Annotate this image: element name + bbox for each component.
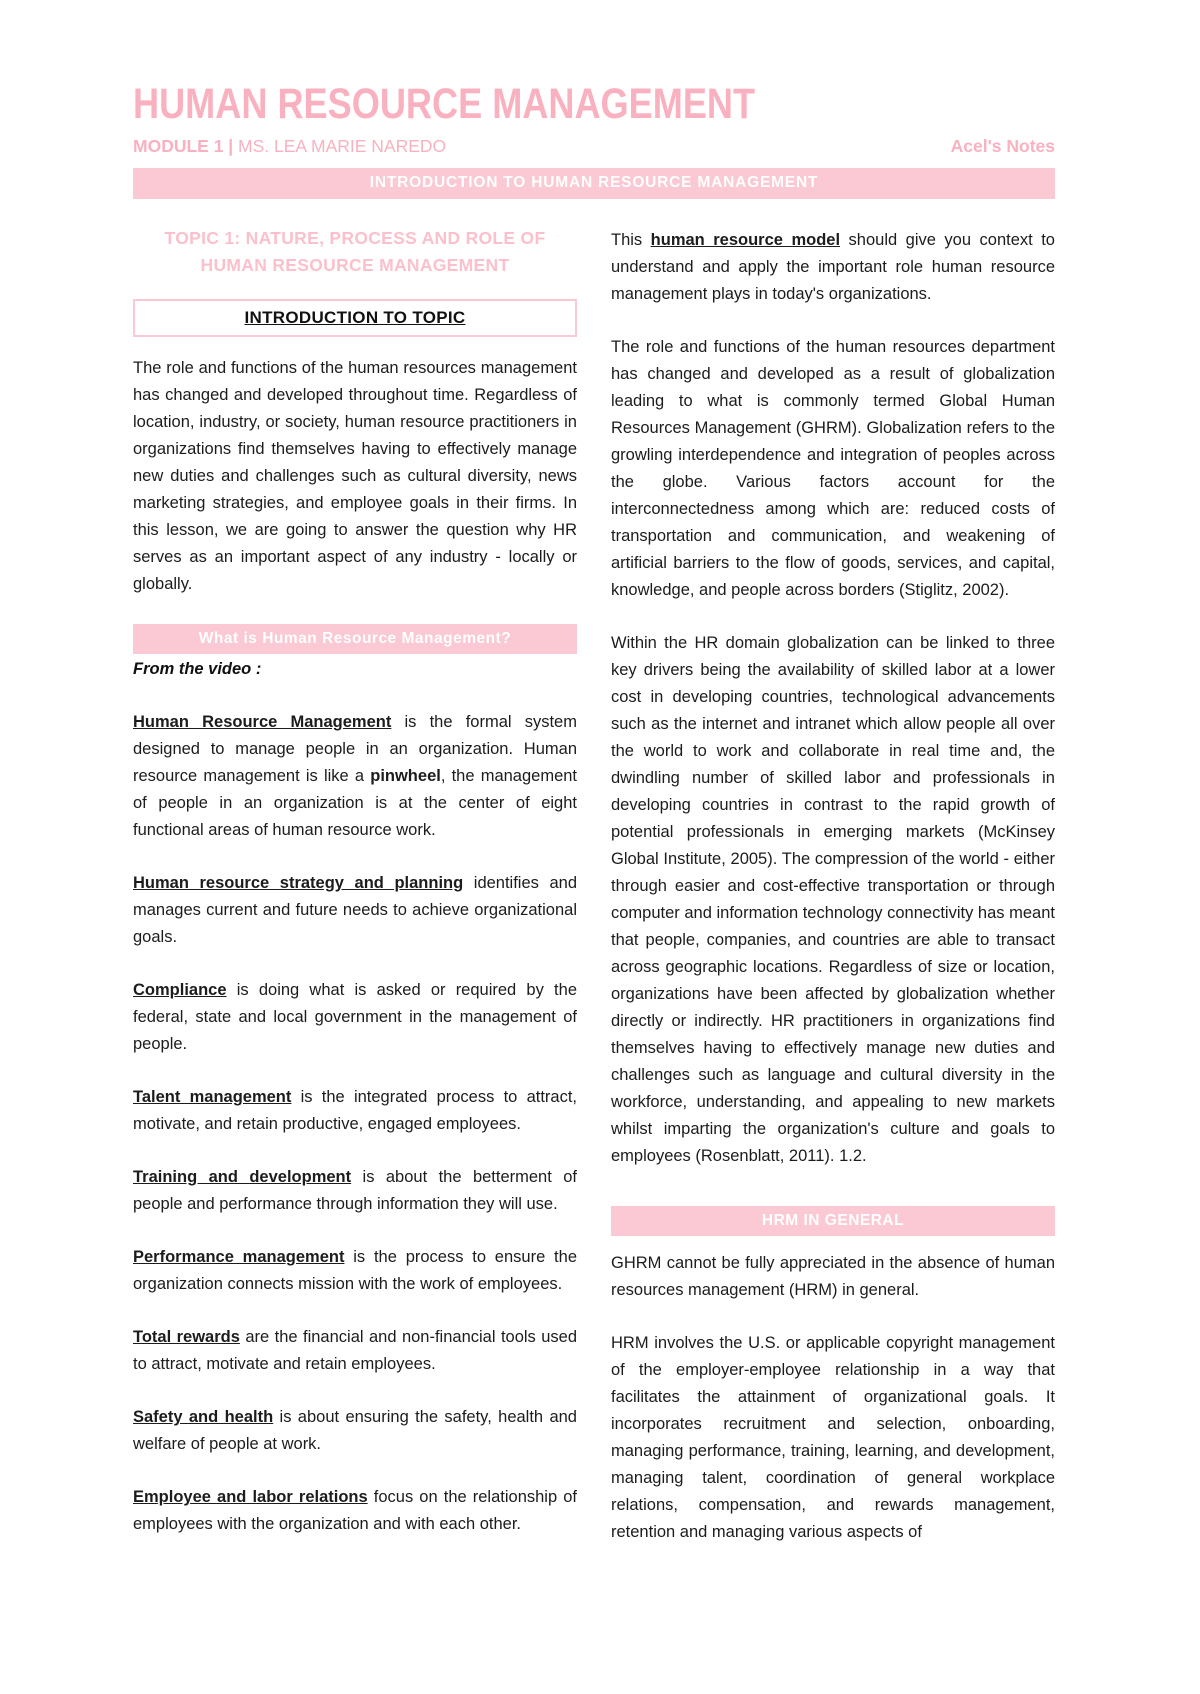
hrm-definition-paragraph: [133, 709, 577, 844]
term-lead: Talent management: [133, 1088, 292, 1107]
intro-paragraph: The role and functions of the human resources management has changed and developed throughout time. Regardless of location, industry, or society, human resource practitioners in organizations find themselves having to effectively manage new duties and challenges such as cultural diversity, news marketing strategies, and employee goals in their firms. In this lesson, we are going to answer the question why HR serves as an important aspect of any industry - locally or globally.: [133, 359, 577, 594]
hrm-involves-paragraph: HRM involves the U.S. or applicable copyright management of the employer-employee relationship in a way that facilitates the attainment of organizational goals. It incorporates recruitment and selection, onboarding, managing performance, training, learning, and development, managing talent, coordination of general workplace relations, compensation, and rewards management, retention and managing various aspects of: [611, 1334, 1055, 1542]
term-lead: Human resource strategy and planning: [133, 874, 464, 893]
model-paragraph: [611, 227, 1055, 308]
term-paragraph: [133, 1484, 577, 1538]
term-lead: Training and development: [133, 1168, 352, 1187]
term-text: are the financial and non-financial tools used to attract, motivate and retain employees.: [133, 1328, 578, 1374]
term-text: focus on the relationship of employees with the organization and with each other.: [133, 1488, 577, 1534]
document-content: [133, 82, 1055, 1572]
term-lead: Performance management: [133, 1248, 345, 1267]
notes-label: Acel's Notes: [950, 136, 1055, 157]
hrm-definition-text1: is the formal system designed to manage people in an organization. Human resource management is like a: [133, 713, 577, 786]
ghrm-note-paragraph: GHRM cannot be fully appreciated in the absence of human resources management (HRM) in general.: [611, 1254, 1055, 1300]
term-paragraph: [133, 1244, 577, 1298]
ghrm-paragraph: The role and functions of the human resources department has changed and developed as a result of globalization leading to what is commonly termed Global Human Resources Management (GHRM). Globalization refers to the growling interdependence and integration of peoples across the globe. Various factors account for the interconnectedness among which are: reduced costs of transportation and communication, and weakening of artificial barriers to the flow of goods, services, and capital, knowledge, and people across borders (Stiglitz, 2002).: [611, 338, 1055, 600]
term-paragraph: [133, 977, 577, 1058]
from-video-label: From the video :: [133, 660, 262, 679]
left-column: [133, 225, 577, 1572]
hrm-definition-lead: Human Resource Management: [133, 713, 392, 732]
module-instructor: MS. LEA MARIE NAREDO: [233, 136, 447, 157]
term-paragraph: [133, 1404, 577, 1458]
term-text: is about the betterment of people and performance through information they will use.: [133, 1168, 577, 1214]
term-text: is the integrated process to attract, motivate, and retain productive, engaged employees.: [133, 1088, 578, 1134]
term-text: is about ensuring the safety, health and welfare of people at work.: [133, 1408, 577, 1454]
term-lead: Safety and health: [133, 1408, 274, 1427]
intro-banner: INTRODUCTION TO HUMAN RESOURCE MANAGEMENT: [133, 168, 1055, 199]
model-paragraph-text: should give you context to understand and apply the important role human resource management plays in today's organizations.: [611, 231, 1055, 304]
hrm-definition-bold: pinwheel: [370, 767, 441, 786]
model-paragraph-pre: This: [611, 231, 651, 250]
term-paragraph: [133, 1164, 577, 1218]
term-paragraph: [133, 870, 577, 951]
term-lead: Employee and labor relations: [133, 1488, 368, 1507]
term-text: identifies and manages current and future needs to achieve organizational goals.: [133, 874, 578, 947]
module-number: MODULE 1 |: [133, 136, 234, 157]
page-title: HUMAN RESOURCE MANAGEMENT: [133, 80, 756, 128]
term-lead: Compliance: [133, 981, 227, 1000]
term-paragraph: [133, 1084, 577, 1138]
term-paragraph: [133, 1324, 577, 1378]
term-text: is doing what is asked or required by the federal, state and local government in the management of people.: [133, 981, 577, 1054]
term-text: is the process to ensure the organization connects mission with the work of employees.: [133, 1248, 577, 1294]
intro-topic-box: [133, 299, 577, 337]
module-row: [133, 136, 1055, 157]
intro-topic-box-label: INTRODUCTION TO TOPIC: [244, 308, 466, 328]
topic-title: TOPIC 1: NATURE, PROCESS AND ROLE OF HUMAN RESOURCE MANAGEMENT: [164, 228, 546, 276]
hrm-definition-text2: , the management of people in an organization is at the center of eight functional areas of human resource work.: [133, 767, 578, 840]
term-lead: Total rewards: [133, 1328, 240, 1347]
drivers-paragraph: Within the HR domain globalization can be linked to three key drivers being the availability of skilled labor at a lower cost in developing countries, technological advancements such as the internet and intranet which allow people all over the world to work and collaborate in real time and, the dwindling number of skilled labor and professionals in developing countries in contrast to the rapid growth of potential professionals in emerging markets (McKinsey Global Institute, 2005). The compression of the world - either through easier and cost-effective transportation or through computer and information technology connectivity has meant that people, companies, and countries are able to transact across geographic locations. Regardless of size or location, organizations have been affected by globalization whether directly or indirectly. HR practitioners in organizations find themselves having to effectively manage new duties and challenges such as language and cultural diversity in the workforce, understanding, and appealing to new markets whilst imparting the organization's culture and goals to employees (Rosenblatt, 2011). 1.2.: [611, 634, 1055, 1166]
model-paragraph-lead: human resource model: [650, 231, 841, 250]
columns: [133, 225, 1055, 1572]
video-question-banner: What is Human Resource Management?: [133, 624, 577, 654]
module-label: [133, 136, 446, 157]
hrm-general-banner: HRM IN GENERAL: [611, 1206, 1055, 1236]
right-column: [611, 227, 1055, 1572]
